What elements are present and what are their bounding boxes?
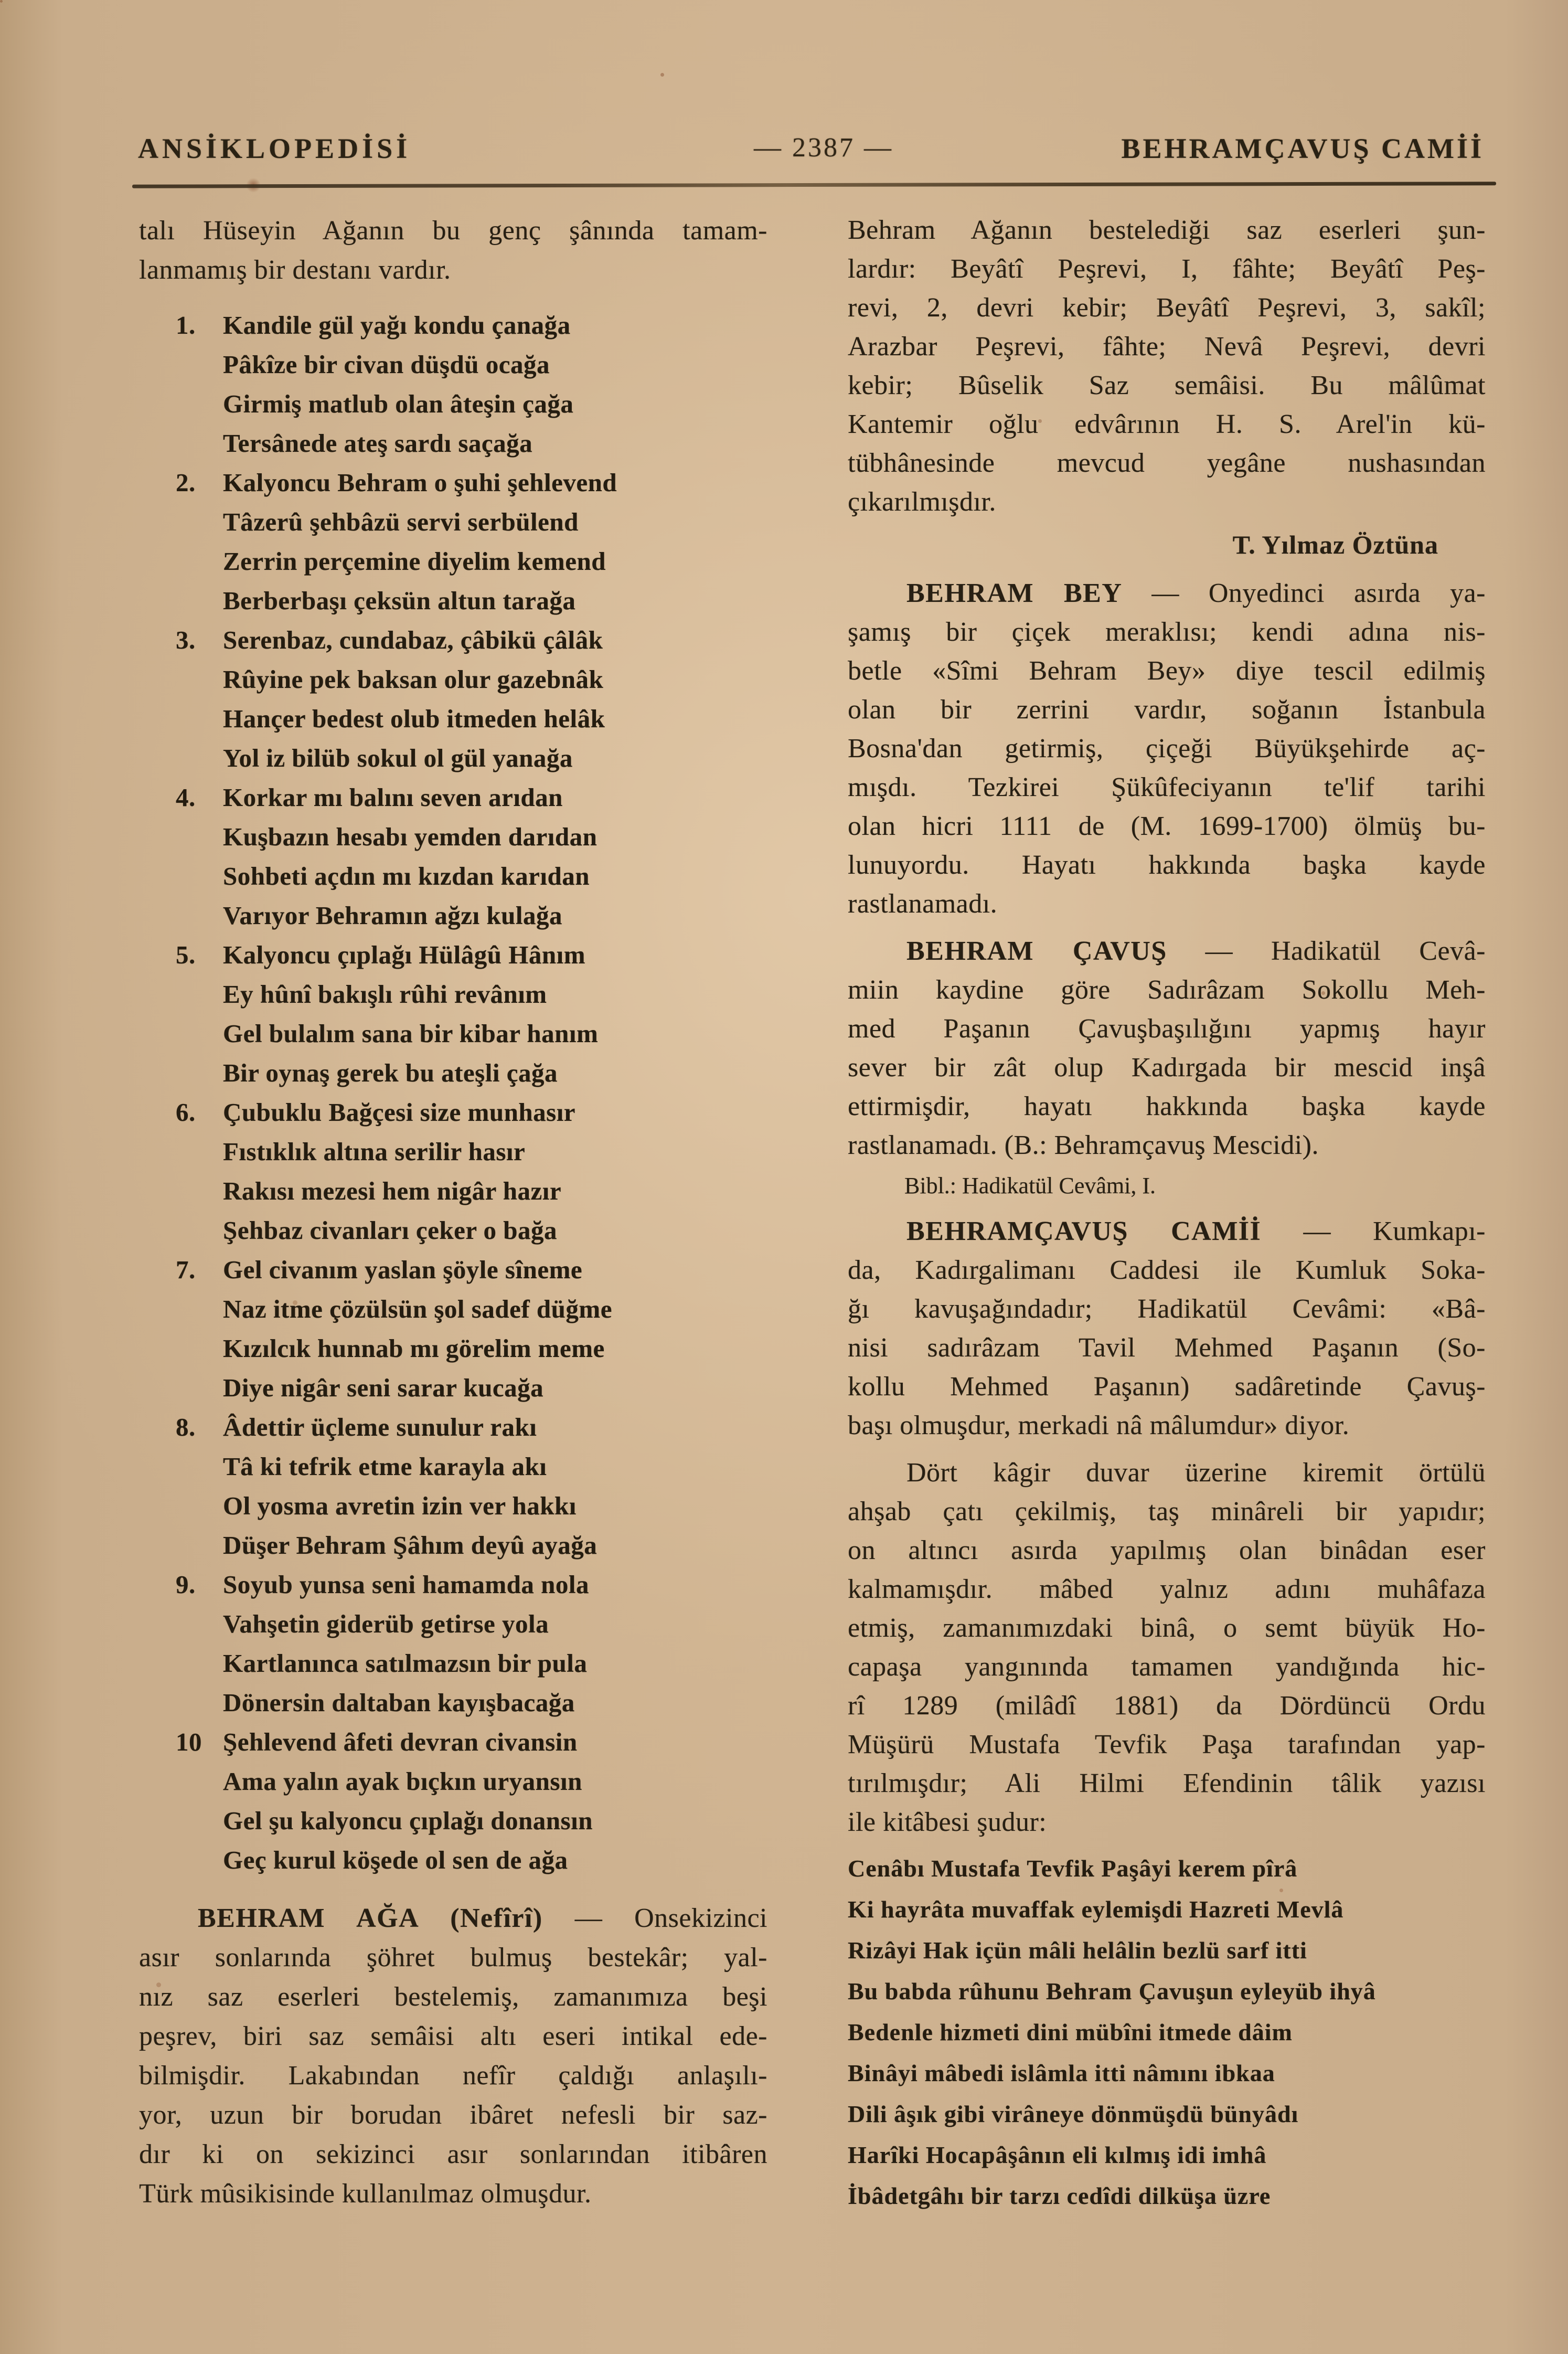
poem-line: 6. Çubuklu Bağçesi size munhasır (139, 1093, 767, 1132)
poem-line: Düşer Behram Şâhım deyû ayağa (223, 1531, 598, 1560)
text-line: olan hicri 1111 de (M. 1699-1700) ölmüş bu- (848, 811, 1486, 841)
poem-line: 7. Gel civanım yaslan şöyle sîneme (139, 1250, 767, 1289)
text-line: nız saz eserleri bestelemiş, zamanımıza beşi (139, 1982, 767, 2012)
text-line: betle «Sîmi Behram Bey» diye tescil edilmiş (848, 656, 1486, 686)
text-line: Türk mûsikisinde kullanılmaz olmuşdur. (139, 2179, 592, 2209)
entry-headword: BEHRAM AĞA (Nefîrî) (198, 1903, 543, 1933)
poem-line: 4. Korkar mı balını seven arıdan (139, 778, 767, 817)
inscription-line: Bu babda rûhunu Behram Çavuşun eyleyüb ihyâ (848, 1978, 1376, 2005)
poem-stanza (139, 463, 767, 620)
text-line: Kantemir oğlu edvârının H. S. Arel'in kü- (848, 409, 1486, 439)
text-line: Behram Ağanın bestelediği saz eserleri şun- (848, 215, 1486, 245)
inscription-line: Harîki Hocapâşânın eli kılmış idi imhâ (848, 2141, 1267, 2168)
text-line: med Paşanın Çavuşbaşılığını yapmış hayır (848, 1014, 1486, 1044)
right-column (848, 211, 1486, 2217)
inscription-line: Binâyi mâbedi islâmla itti nâmını ibkaa (848, 2060, 1275, 2086)
inscription-line: Ki hayrâta muvaffak eylemişdi Hazreti Mevlâ (848, 1896, 1344, 1923)
paragraph (848, 574, 1486, 924)
text-line: şamış bir çiçek meraklısı; kendi adına nis- (848, 617, 1486, 647)
stanza-number: 2. (176, 468, 196, 497)
text-line: revi, 2, devri kebir; Beyâtî Peşrevi, 3, sakîl; (848, 293, 1486, 323)
poem-line: Şehbaz civanları çeker o bağa (223, 1216, 557, 1245)
poem-stanza (139, 305, 767, 463)
paragraph (139, 211, 767, 290)
poem-stanza (139, 1093, 767, 1250)
text-line: çıkarılmışdır. (848, 487, 996, 517)
poem-line: Berberbaşı çeksün altun tarağa (223, 586, 576, 615)
header-rule (132, 182, 1496, 188)
text-line: ahşab çatı çekilmiş, taş minâreli bir yapıdır; (848, 1497, 1486, 1526)
text-line: bilmişdir. Lakabından nefîr çaldığı anlaşılı- (139, 2061, 767, 2091)
author-signature: T. Yılmaz Öztüna (1232, 530, 1438, 559)
stanza-number: 6. (176, 1098, 196, 1127)
running-head-left: ANSİKLOPEDİSİ (138, 133, 411, 164)
text-line: lardır: Beyâtî Peşrevi, I, fâhte; Beyâtî Peş- (848, 254, 1486, 284)
text-line: on altıncı asırda yapılmış olan binâdan eser (848, 1535, 1486, 1565)
text-line: tübhânesinde mevcud yegâne nushasından (848, 448, 1486, 478)
text-line: Dört kâgir duvar üzerine kiremit örtülü (906, 1458, 1486, 1488)
text-line: dır ki on sekizinci asır sonlarından itibâren (139, 2139, 767, 2169)
poem-line: 5. Kalyoncu çıplağı Hülâgû Hânım (139, 935, 767, 974)
poem-stanza (139, 778, 767, 935)
paragraph (848, 1454, 1486, 1842)
poem-stanza (139, 620, 767, 778)
stanza-number: 7. (176, 1255, 196, 1284)
inscription-line: Rizâyi Hak içün mâli helâlin bezlü sarf itti (848, 1937, 1307, 1964)
poem-line: 8. Âdettir üçleme sunulur rakı (139, 1407, 767, 1447)
text-line: lunuyordu. Hayatı hakkında başka kayde (848, 850, 1486, 880)
text-line: kalmamışdır. mâbed yalnız adını muhâfaza (848, 1574, 1486, 1604)
text-line: da, Kadırgalimanı Caddesi ile Kumluk Soka- (848, 1255, 1486, 1285)
stanza-number: 5. (176, 940, 196, 969)
paragraph (848, 1212, 1486, 1445)
poem-stanza (139, 935, 767, 1093)
text-line: etmiş, zamanımızdaki binâ, o semt büyük Ho- (848, 1613, 1486, 1643)
poem-line: 2. Kalyoncu Behram o şuhi şehlevend (139, 463, 767, 502)
poem-line: Ey hûnî bakışlı rûhi revânım (223, 980, 547, 1009)
text-line: olan bir zerrini vardır, soğanın İstanbula (848, 695, 1486, 725)
text-line: Arazbar Peşrevi, fâhte; Nevâ Peşrevi, devri (848, 332, 1486, 362)
entry-headword: BEHRAM ÇAVUŞ (906, 936, 1167, 966)
poem-line: Gel şu kalyoncu çıplağı donansın (223, 1806, 593, 1835)
poem-line: Sohbeti açdın mı kızdan karıdan (223, 862, 590, 890)
poem-line: Bir oynaş gerek bu ateşli çağa (223, 1058, 558, 1087)
poem-line: Vahşetin giderüb getirse yola (223, 1609, 549, 1638)
text-line: capaşa yangınında tamamen yandığında hic- (848, 1652, 1486, 1682)
text-line: ettirmişdir, hayatı hakkında başka kayde (848, 1091, 1486, 1121)
poem-stanza (139, 1250, 767, 1407)
left-column (139, 211, 767, 2213)
poem-stanza (139, 1722, 767, 1880)
text-line: sever bir zât olup Kadırgada bir mescid inşâ (848, 1053, 1486, 1083)
poem-line: Zerrin perçemine diyelim kemend (223, 547, 606, 576)
stanza-number: 8. (176, 1413, 196, 1441)
text-line: BEHRAM AĞA (Nefîrî) — Onsekizinci (198, 1903, 767, 1933)
running-head-right: BEHRAMÇAVUŞ CAMİİ (1121, 133, 1484, 164)
text-line: nisi sadırâzam Tavil Mehmed Paşanın (So- (848, 1333, 1486, 1363)
stanza-number: 3. (176, 625, 196, 654)
poem-line: Girmiş matlub olan âteşin çağa (223, 389, 574, 418)
text-line: BEHRAMÇAVUŞ CAMİİ — Kumkapı- (906, 1216, 1486, 1246)
text-line: Bosna'dan getirmiş, çiçeği Büyükşehirde aç- (848, 734, 1486, 764)
text-line: Müşürü Mustafa Tevfik Paşa tarafından yap- (848, 1730, 1486, 1759)
paper-speckles (0, 0, 3, 3)
inscription-line: İbâdetgâhı bir tarzı cedîdi dilküşa üzre (848, 2182, 1271, 2209)
text-line: kollu Mehmed Paşanın) sadâretinde Çavuş- (848, 1372, 1486, 1402)
poem-line: Kızılcık hunnab mı görelim meme (223, 1334, 605, 1363)
poem-line: Diye nigâr seni sarar kucağa (223, 1373, 544, 1402)
entry-headword: BEHRAM BEY (906, 578, 1123, 608)
poem-line: Rakısı mezesi hem nigâr hazır (223, 1176, 562, 1205)
page-number: — 2387 — (754, 133, 893, 163)
paragraph (848, 211, 1486, 522)
text-line: lanmamış bir destanı vardır. (139, 255, 451, 285)
text-line: mışdı. Tezkirei Şükûfeciyanın te'lif tarihi (848, 772, 1486, 802)
text-line: BEHRAM BEY — Onyedinci asırda ya- (906, 578, 1486, 608)
inscription-line: Cenâbı Mustafa Tevfik Paşâyi kerem pîrâ (848, 1855, 1298, 1882)
poem-line: Dönersin daltaban kayışbacağa (223, 1688, 575, 1717)
poem-line: Geç kurul köşede ol sen de ağa (223, 1846, 568, 1874)
stanza-number: 4. (176, 783, 196, 812)
bibliography-line: Bibl.: Hadikatül Cevâmi, I. (904, 1173, 1156, 1199)
text-line: rastlanamadı. (B.: Behramçavuş Mescidi). (848, 1130, 1319, 1160)
entry-headword: BEHRAMÇAVUŞ CAMİİ (906, 1216, 1262, 1246)
poem-line: Ol yosma avretin izin ver hakkı (223, 1491, 577, 1520)
poem-stanza (139, 1565, 767, 1722)
inscription-line: Dili âşık gibi virâneye dönmüşdü bünyâdı (848, 2101, 1299, 2127)
poem-line: Varıyor Behramın ağzı kulağa (223, 901, 562, 930)
poem-line: Gel bulalım sana bir kibar hanım (223, 1019, 599, 1048)
text-line: asır sonlarında şöhret bulmuş bestekâr; yal- (139, 1943, 767, 1973)
stanza-number: 10 (176, 1727, 202, 1756)
text-line: ile kitâbesi şudur: (848, 1807, 1047, 1837)
poem-line: Naz itme çözülsün şol sadef düğme (223, 1295, 612, 1323)
text-line: rastlanamadı. (848, 889, 998, 919)
poem-line: Tâzerû şehbâzü servi serbülend (223, 507, 579, 536)
poem-line: 10 Şehlevend âfeti devran civansin (139, 1722, 767, 1762)
poem-line: Pâkîze bir civan düşdü ocağa (223, 350, 550, 379)
text-line: rî 1289 (milâdî 1881) da Dördüncü Ordu (848, 1691, 1486, 1721)
text-line: BEHRAM ÇAVUŞ — Hadikatül Cevâ- (906, 936, 1486, 966)
poem-line: Tersânede ateş sardı saçağa (223, 429, 533, 458)
inscription-poem (848, 1848, 1486, 2217)
poem-line: Kuşbazın hesabı yemden darıdan (223, 822, 598, 851)
poem-stanza (139, 1407, 767, 1565)
poem-line: Rûyine pek baksan olur gazebnâk (223, 665, 604, 694)
poem-line: Tâ ki tefrik etme karayla akı (223, 1452, 547, 1481)
poem-line: Yol iz bilüb sokul ol gül yanağa (223, 744, 573, 772)
inscription-line: Bedenle hizmeti dini mübîni itmede dâim (848, 2019, 1293, 2045)
stanza-number: 1. (176, 311, 196, 340)
text-line: ğı kavuşağındadır; Hadikatül Cevâmi: «Bâ- (848, 1294, 1486, 1324)
poem-line: Hançer bedest olub itmeden helâk (223, 704, 605, 733)
text-line: talı Hüseyin Ağanın bu genç şânında tamam- (139, 216, 767, 246)
text-line: yor, uzun bir borudan ibâret nefesli bir saz- (139, 2100, 767, 2130)
poem-line: Ama yalın ayak bıçkın uryansın (223, 1767, 582, 1796)
text-line: tırılmışdır; Ali Hilmi Efendinin tâlik yazısı (848, 1768, 1486, 1798)
text-line: miin kaydine göre Sadırâzam Sokollu Meh- (848, 975, 1486, 1005)
poem-line: 9. Soyub yunsa seni hamamda nola (139, 1565, 767, 1604)
stanza-number: 9. (176, 1570, 196, 1599)
poem (139, 305, 767, 1880)
poem-line: Kartlanınca satılmazsın bir pula (223, 1649, 588, 1678)
poem-line: Fıstıklık altına serilir hasır (223, 1137, 526, 1166)
poem-line: 1. Kandile gül yağı kondu çanağa (139, 305, 767, 345)
text-line: kebir; Bûselik Saz semâisi. Bu mâlûmat (848, 370, 1486, 400)
paragraph (139, 1899, 767, 2213)
poem-line: 3. Serenbaz, cundabaz, çâbikü çâlâk (139, 620, 767, 660)
text-line: peşrev, biri saz semâisi altı eseri intikal ede- (139, 2021, 767, 2051)
text-line: başı olmuşdur, merkadi nâ mâlumdur» diyor. (848, 1411, 1350, 1440)
paragraph (848, 932, 1486, 1165)
